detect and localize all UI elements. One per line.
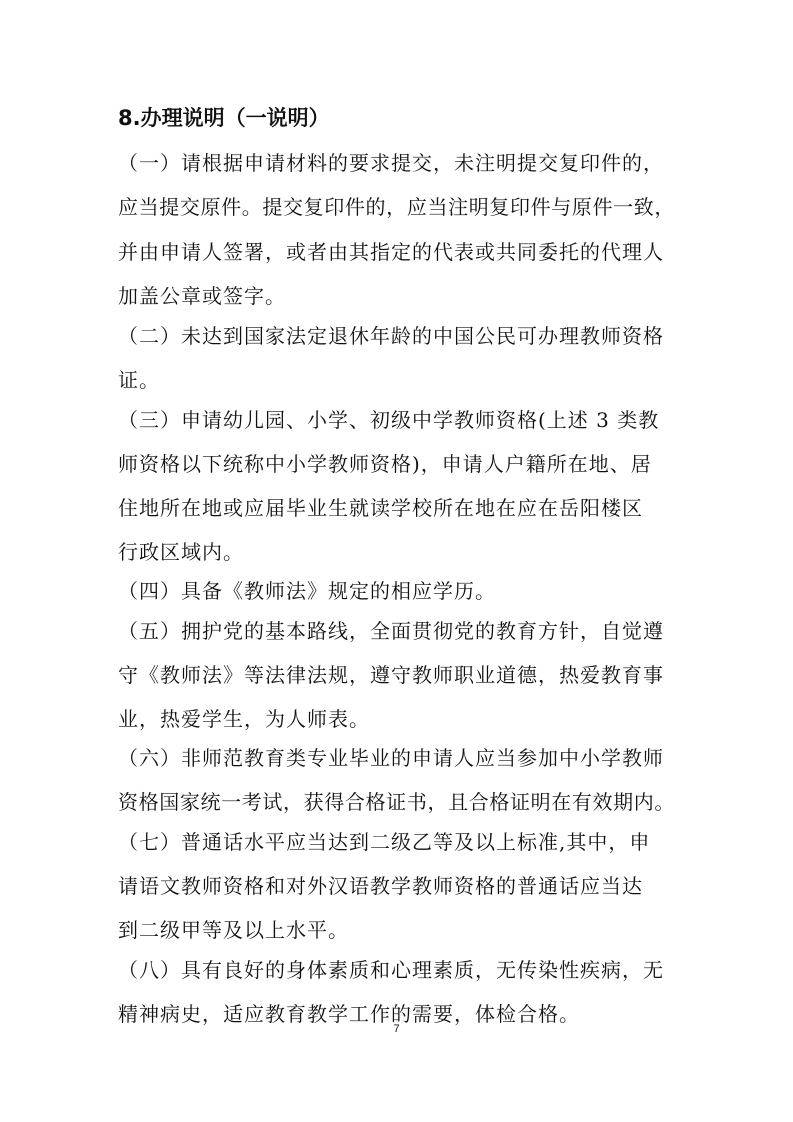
text-line: 并由申请人签署，或者由其指定的代表或共同委托的代理人 [118, 240, 664, 264]
page-number: 7 [393, 1023, 400, 1035]
text-line: （七）普通话水平应当达到二级乙等及以上标准,其中，申 [118, 830, 651, 854]
text-line: （一）请根据申请材料的要求提交，未注明提交复印件的， [118, 151, 664, 175]
text-line: 行政区域内。 [118, 540, 244, 564]
text-line: 精神病史，适应教育教学工作的需要，体检合格。 [118, 1002, 580, 1026]
text-line: 应当提交原件。提交复印件的，应当注明复印件与原件一致， [118, 195, 675, 219]
text-line: 业，热爱学生，为人师表。 [118, 707, 370, 731]
text-line: 到二级甲等及以上水平。 [118, 918, 349, 942]
text-line: 守《教师法》等法律法规，遵守教师职业道德，热爱教育事 [118, 663, 664, 687]
text-line: （二）未达到国家法定退休年龄的中国公民可办理教师资格 [118, 324, 664, 348]
text-line: （六）非师范教育类专业毕业的申请人应当参加中小学教师 [118, 746, 664, 770]
text-line: 证。 [118, 368, 160, 392]
text-line: 请语文教师资格和对外汉语教学教师资格的普通话应当达 [118, 874, 643, 898]
text-line: 加盖公章或签字。 [118, 284, 286, 308]
text-line: （八）具有良好的身体素质和心理素质，无传染性疾病，无 [118, 958, 664, 982]
text-line: 师资格以下统称中小学教师资格)，申请人户籍所在地、居 [118, 452, 652, 476]
text-line: 住地所在地或应届毕业生就读学校所在地在应在岳阳楼区 [118, 496, 643, 520]
text-line: （四）具备《教师法》规定的相应学历。 [118, 579, 496, 603]
text-line: 资格国家统一考试，获得合格证书，且合格证明在有效期内。 [118, 790, 675, 814]
text-line: （三）申请幼儿园、小学、初级中学教师资格(上述 3 类教 [118, 408, 660, 432]
text-line: （五）拥护党的基本路线，全面贯彻党的教育方针，自觉遵 [118, 619, 664, 643]
section-heading: 8.办理说明（一说明） [118, 106, 330, 130]
